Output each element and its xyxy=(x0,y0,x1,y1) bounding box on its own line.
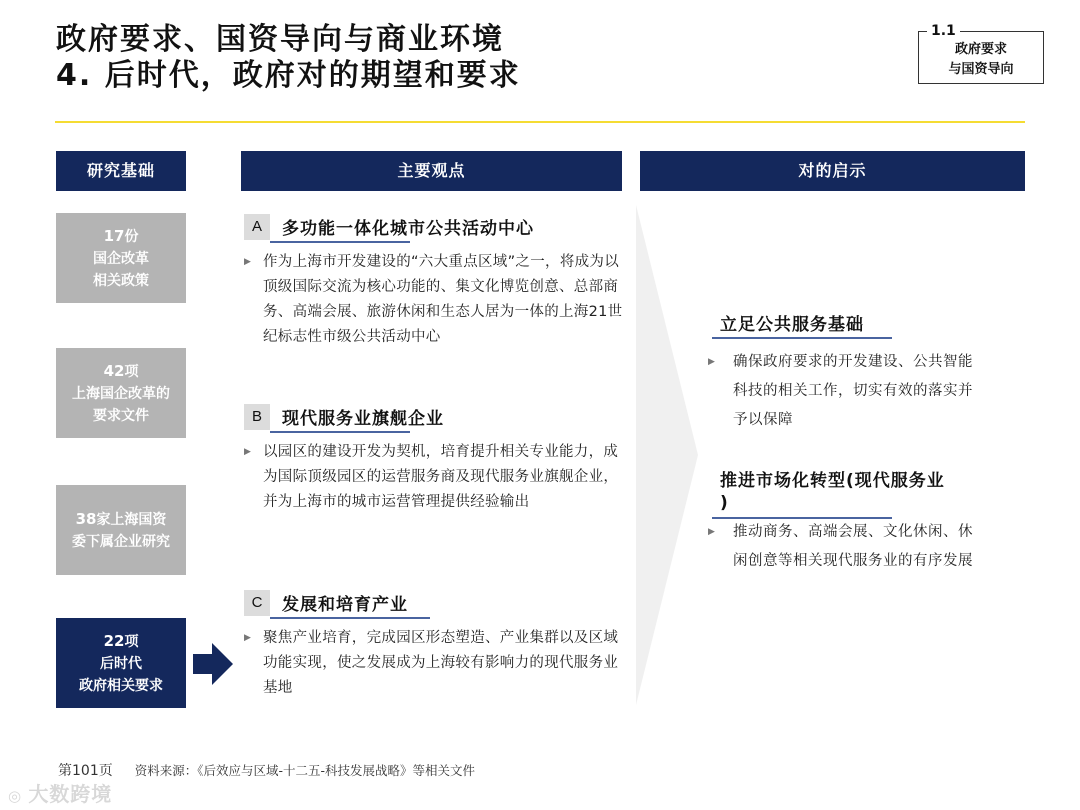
research-label: 政府相关要求 xyxy=(79,677,163,694)
watermark-text: 大数跨境 xyxy=(28,782,113,806)
research-label: 相关政策 xyxy=(93,272,149,289)
point-letter: C xyxy=(244,590,270,616)
bullet-triangle-icon: ▶ xyxy=(244,257,252,267)
research-label: 要求文件 xyxy=(93,407,149,424)
column-header-main-points: 主要观点 xyxy=(241,151,622,191)
implication-title: 立足公共服务基础 xyxy=(720,315,864,335)
implication-title: 推进市场化转型(现代服务业 xyxy=(720,471,945,491)
research-label: 上海国企改革的 xyxy=(72,385,170,402)
point-b-bullet xyxy=(244,440,624,515)
point-title: 发展和培育产业 xyxy=(282,595,408,615)
research-unit: 项 xyxy=(124,363,139,380)
research-count: 42 xyxy=(103,361,125,380)
watermark-logo-icon: ◎ xyxy=(8,787,29,805)
point-b-heading xyxy=(244,404,444,430)
research-box-requirements xyxy=(56,618,186,708)
bullet-triangle-icon: ▶ xyxy=(244,447,252,457)
implication-title-continued: ) xyxy=(720,493,729,513)
research-count: 38 xyxy=(75,509,97,528)
research-unit: 项 xyxy=(124,633,139,650)
badge-line-1: 政府要求 xyxy=(954,42,1007,57)
research-box-enterprises xyxy=(56,485,186,575)
implication-bullet xyxy=(708,348,978,435)
implication-bullet xyxy=(708,518,978,576)
title-divider xyxy=(55,121,1025,123)
implication-text: 确保政府要求的开发建设、公共智能科技的相关工作，切实有效的落实并予以保障 xyxy=(733,354,973,428)
column-header-implications: 对的启示 xyxy=(640,151,1025,191)
research-label: 委下属企业研究 xyxy=(72,533,170,550)
source-note: 资料来源：《后效应与区域-十二五-科技发展战略》等相关文件 xyxy=(134,763,475,778)
point-letter: A xyxy=(244,214,270,240)
research-label: 国企改革 xyxy=(93,250,149,267)
research-box-policies xyxy=(56,213,186,303)
research-label: 后时代 xyxy=(100,655,142,672)
arrow-right-icon xyxy=(193,643,233,685)
point-c-underline xyxy=(270,617,430,619)
research-box-documents xyxy=(56,348,186,438)
badge-line-2: 与国资导向 xyxy=(948,62,1014,77)
research-unit: 家上海国资 xyxy=(96,511,167,528)
research-count: 22 xyxy=(103,631,125,650)
section-badge-number: 1.1 xyxy=(927,23,960,39)
bullet-triangle-icon: ▶ xyxy=(708,527,716,537)
point-a-underline xyxy=(270,241,410,243)
chevron-background-icon xyxy=(636,205,698,705)
watermark xyxy=(8,778,112,807)
point-text: 以园区的建设开发为契机，培育提升相关专业能力，成为国际顶级园区的运营服务商及现代服务业旗舰企业，并为上海市的城市运营管理提供经验输出 xyxy=(263,444,619,510)
point-letter: B xyxy=(244,404,270,430)
research-unit: 份 xyxy=(124,228,139,245)
page-title: 政府要求、国资导向与商业环境 xyxy=(56,22,504,57)
point-title: 现代服务业旗舰企业 xyxy=(282,409,444,429)
point-a-heading xyxy=(244,214,534,240)
point-c-bullet xyxy=(244,626,624,701)
section-badge xyxy=(918,23,1044,84)
point-a-bullet xyxy=(244,250,624,350)
bullet-triangle-icon: ▶ xyxy=(708,357,716,367)
implication-text: 推动商务、高端会展、文化休闲、休闲创意等相关现代服务业的有序发展 xyxy=(733,524,973,569)
point-c-heading xyxy=(244,590,408,616)
research-count: 17 xyxy=(103,226,125,245)
bullet-triangle-icon: ▶ xyxy=(244,633,252,643)
point-text: 作为上海市开发建设的“六大重点区域”之一，将成为以顶级国际交流为核心功能的、集文化博览创意、总部商务、高端会展、旅游休闲和生态人居为一体的上海21世纪标志性市级公共活动中心 xyxy=(263,254,623,345)
footer xyxy=(58,760,475,780)
point-text: 聚焦产业培育，完成园区形态塑造、产业集群以及区域功能实现，使之发展成为上海较有影响力的现代服务业基地 xyxy=(263,630,619,696)
implication-underline xyxy=(712,337,892,339)
page-number: 第101页 xyxy=(58,763,113,779)
point-b-underline xyxy=(270,431,410,433)
point-title: 多功能一体化城市公共活动中心 xyxy=(282,219,534,239)
page-subtitle: 4. 后时代，政府对的期望和要求 xyxy=(56,58,521,93)
section-badge-label xyxy=(919,40,1043,80)
column-header-research: 研究基础 xyxy=(56,151,186,191)
